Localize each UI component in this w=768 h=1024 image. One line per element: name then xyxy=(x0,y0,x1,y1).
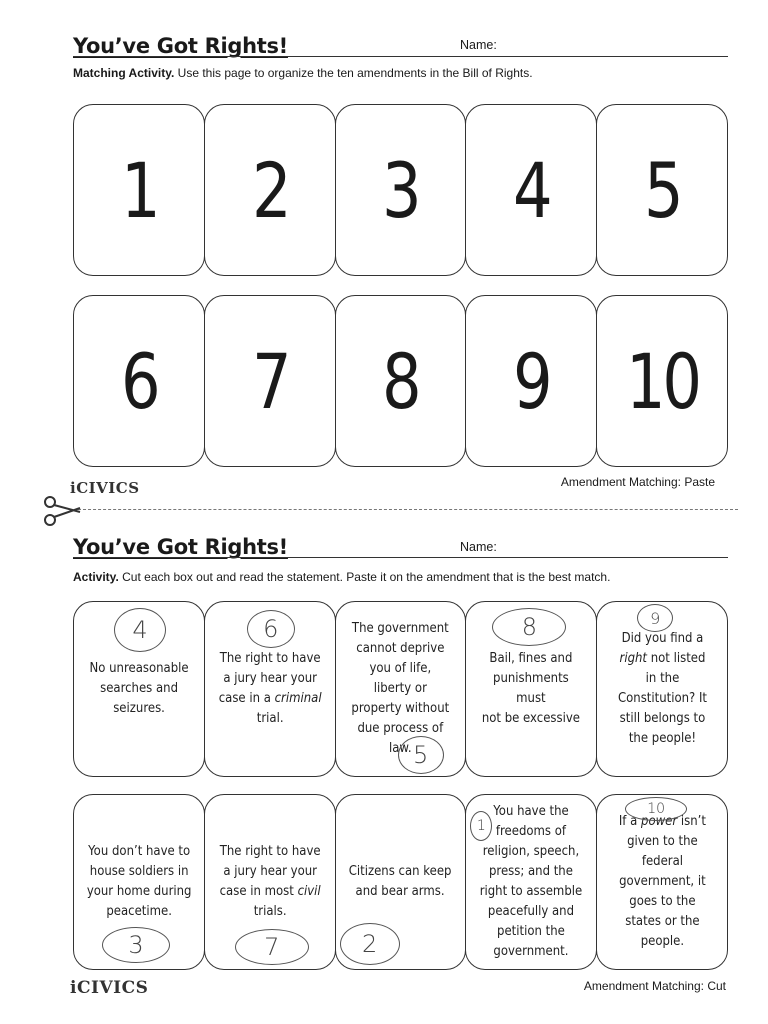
statement-card[interactable] xyxy=(204,601,336,777)
statement-card[interactable] xyxy=(204,794,336,970)
statement-text: You don’t have to house soldiers in your home during peacetime. xyxy=(86,844,192,919)
handwritten-answer-circle: 7 xyxy=(235,929,309,965)
number-card-6[interactable] xyxy=(73,295,205,467)
number-card-3[interactable] xyxy=(335,104,467,276)
number-card-2[interactable] xyxy=(204,104,336,276)
number-label: 8 xyxy=(382,336,419,426)
handwritten-answer-circle: 8 xyxy=(492,608,566,646)
statement-text: The right to have a jury hear your case in most civil trials. xyxy=(219,844,321,919)
top-instructions xyxy=(73,66,533,80)
handwritten-answer-circle: 1 xyxy=(470,811,492,841)
number-label: 9 xyxy=(513,336,550,426)
handwritten-answer-circle: 9 xyxy=(637,604,673,632)
number-card-7[interactable] xyxy=(204,295,336,467)
handwritten-answer-circle: 10 xyxy=(625,797,687,821)
top-page-title: You’ve Got Rights! xyxy=(73,34,288,58)
statement-text: If a power isn’t given to the federal government, it goes to the states or the people. xyxy=(618,814,706,949)
cut-line xyxy=(78,509,738,510)
statement-card[interactable] xyxy=(73,794,205,970)
statement-card-grid xyxy=(73,601,727,970)
bottom-footer-label: Amendment Matching: Cut xyxy=(583,979,726,993)
statement-text: No unreasonable searches and seizures. xyxy=(89,661,189,716)
number-card-9[interactable] xyxy=(465,295,597,467)
handwritten-answer-circle: 6 xyxy=(247,610,295,648)
number-label: 3 xyxy=(382,145,419,235)
bottom-instructions-bold: Activity. xyxy=(73,570,119,584)
statement-text: The right to have a jury hear your case in a criminal trial. xyxy=(218,651,322,726)
amendment-number-grid xyxy=(73,104,727,467)
number-label: 6 xyxy=(120,336,158,426)
bottom-name-label: Name: xyxy=(460,540,497,554)
number-label: 1 xyxy=(120,145,158,235)
statement-text: Did you find a right not listed in the Constitution? It still belongs to the people! xyxy=(617,631,707,746)
top-name-label: Name: xyxy=(460,38,497,52)
number-label: 7 xyxy=(251,336,288,426)
number-card-4[interactable] xyxy=(465,104,597,276)
bottom-page-title: You’ve Got Rights! xyxy=(73,535,288,559)
scissors-icon xyxy=(42,494,82,528)
italic-word: criminal xyxy=(274,691,322,706)
handwritten-answer-circle: 3 xyxy=(102,927,170,963)
italic-word: power xyxy=(640,814,677,829)
number-card-8[interactable] xyxy=(335,295,467,467)
statement-card[interactable] xyxy=(73,601,205,777)
statement-text: Citizens can keep and bear arms. xyxy=(349,864,452,899)
number-label: 5 xyxy=(643,145,681,235)
statement-card[interactable] xyxy=(596,601,728,777)
top-footer-label: Amendment Matching: Paste xyxy=(560,475,715,489)
bottom-instructions xyxy=(73,570,610,584)
statement-card[interactable] xyxy=(465,794,597,970)
number-label: 2 xyxy=(251,145,288,235)
number-card-5[interactable] xyxy=(596,104,728,276)
handwritten-answer-circle: 5 xyxy=(398,736,444,774)
statement-card[interactable] xyxy=(335,794,467,970)
icivics-logo-top: iCIVICS xyxy=(70,479,140,497)
top-instructions-bold: Matching Activity. xyxy=(73,66,175,80)
bottom-title-rule xyxy=(73,557,728,558)
statement-text: Bail, fines and punishments must not be excessive xyxy=(482,651,581,726)
statement-card[interactable] xyxy=(596,794,728,970)
statement-card[interactable] xyxy=(465,601,597,777)
top-instructions-text: Use this page to organize the ten amendments in the Bill of Rights. xyxy=(174,66,533,80)
italic-word: civil xyxy=(297,884,321,899)
icivics-logo-bottom: iCIVICS xyxy=(70,978,149,998)
number-label: 10 xyxy=(625,336,699,426)
bottom-instructions-text: Cut each box out and read the statement. Paste it on the amendment that is the best match. xyxy=(118,570,611,584)
top-title-rule xyxy=(73,56,728,57)
handwritten-answer-circle: 2 xyxy=(340,923,400,965)
number-label: 4 xyxy=(513,145,550,235)
italic-word: right xyxy=(619,651,647,666)
statement-text: The government cannot deprive you of life, liberty or property without due process of law. xyxy=(351,621,450,756)
handwritten-answer-circle: 4 xyxy=(114,608,166,652)
number-card-1[interactable] xyxy=(73,104,205,276)
number-card-10[interactable] xyxy=(596,295,728,467)
statement-card[interactable] xyxy=(335,601,467,777)
statement-text: You have the freedoms of religion, speech, press; and the right to assemble peacefully and petition the government. xyxy=(480,804,583,959)
